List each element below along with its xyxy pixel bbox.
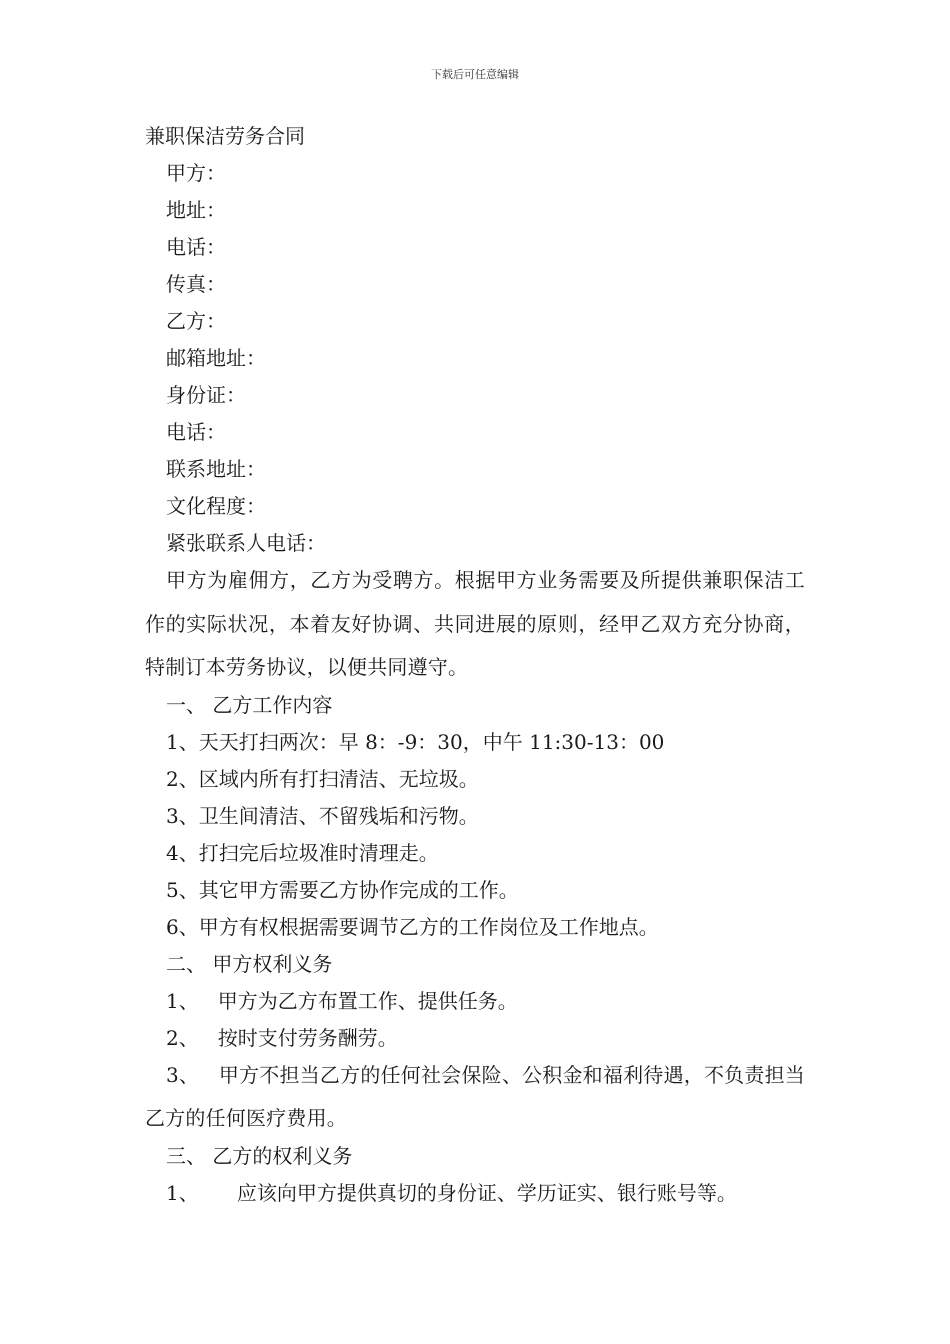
field-education: 文化程度： bbox=[166, 494, 266, 518]
section-2-heading: 二、 甲方权利义务 bbox=[166, 951, 333, 976]
section-1-item: 6、甲方有权根据需要调节乙方的工作岗位及工作地点。 bbox=[166, 914, 659, 939]
field-emergency-contact: 紧张联系人电话： bbox=[166, 531, 326, 555]
contract-document bbox=[145, 118, 805, 1212]
document-title: 兼职保洁劳务合同 bbox=[145, 124, 305, 148]
page-header: 下载后可任意编辑 bbox=[431, 68, 519, 81]
section-2-item: 3、 甲方不担当乙方的任何社会保险、公积金和福利待遇，不负责担当乙方的任何医疗费用。 bbox=[145, 1062, 805, 1130]
section-1-item: 3、卫生间清洁、不留残垢和污物。 bbox=[166, 803, 479, 828]
field-address: 地址： bbox=[166, 198, 226, 222]
section-2-item: 2、 按时支付劳务酬劳。 bbox=[166, 1025, 398, 1050]
field-email: 邮箱地址： bbox=[166, 346, 266, 370]
section-1-item: 4、打扫完后垃圾准时清理走。 bbox=[166, 840, 439, 865]
section-1-item: 5、其它甲方需要乙方协作完成的工作。 bbox=[166, 877, 519, 902]
field-id-card: 身份证： bbox=[166, 383, 246, 407]
field-phone-a: 电话： bbox=[166, 235, 226, 259]
section-2-item: 1、 甲方为乙方布置工作、提供任务。 bbox=[166, 988, 518, 1013]
field-fax: 传真： bbox=[166, 272, 226, 296]
field-contact-address: 联系地址： bbox=[166, 457, 266, 481]
field-party-b: 乙方： bbox=[166, 309, 226, 333]
field-phone-b: 电话： bbox=[166, 420, 226, 444]
section-3-item: 1、 应该向甲方提供真切的身份证、学历证实、银行账号等。 bbox=[166, 1180, 737, 1205]
section-3-heading: 三、 乙方的权利义务 bbox=[166, 1143, 353, 1168]
field-party-a: 甲方： bbox=[166, 161, 226, 185]
intro-paragraph: 甲方为雇佣方，乙方为受聘方。根据甲方业务需要及所提供兼职保洁工作的实际状况，本着友好协调、共同进展的原则，经甲乙双方充分协商，特制订本劳务协议，以便共同遵守。 bbox=[145, 568, 805, 679]
section-1-item: 2、区域内所有打扫清洁、无垃圾。 bbox=[166, 766, 479, 791]
section-1-item: 1、天天打扫两次：早 8：-9：30，中午 11:30-13：00 bbox=[166, 729, 665, 754]
section-1-heading: 一、 乙方工作内容 bbox=[166, 692, 333, 717]
